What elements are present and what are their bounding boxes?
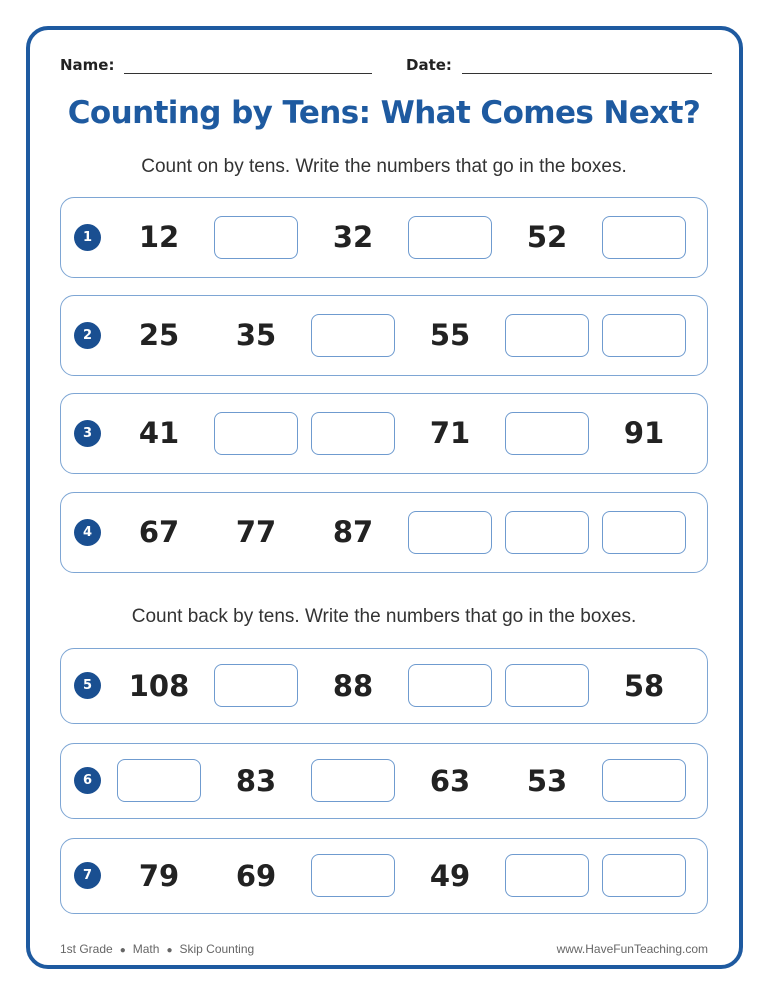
date-field	[406, 50, 712, 74]
given-number: 91	[623, 416, 665, 450]
sequence-cell	[408, 412, 492, 455]
sequence-cell	[214, 314, 298, 357]
sequence-cell	[311, 854, 395, 897]
sequence-cell	[505, 511, 589, 554]
problem-number-badge: 5	[74, 672, 101, 699]
bullet-icon: ●	[119, 945, 126, 956]
sequence-cell	[214, 759, 298, 802]
sequence-cell	[117, 216, 201, 259]
sequence-cell	[117, 759, 201, 802]
problem-number-badge: 7	[74, 862, 101, 889]
given-number: 71	[429, 416, 471, 450]
given-number: 77	[235, 515, 277, 549]
sequence-cell	[505, 314, 589, 357]
problem-row	[60, 393, 708, 474]
given-number: 79	[138, 858, 180, 893]
given-number: 52	[526, 220, 568, 254]
problem-row	[60, 838, 708, 914]
sequence-cell	[408, 854, 492, 897]
footer-tag-grade: 1st Grade	[60, 942, 113, 956]
given-number: 67	[138, 515, 180, 549]
sequence-cell	[505, 664, 589, 707]
answer-box[interactable]	[214, 216, 298, 259]
sequence-cell	[311, 664, 395, 707]
sequence-cell	[602, 759, 686, 802]
sequence-cell	[408, 216, 492, 259]
problem-number-badge: 4	[74, 519, 101, 546]
name-field	[60, 50, 372, 74]
sequence-cell	[408, 664, 492, 707]
given-number: 49	[429, 858, 471, 893]
sequence-cell	[117, 412, 201, 455]
given-number: 12	[138, 220, 180, 254]
problem-row	[60, 295, 708, 376]
footer-website: www.HaveFunTeaching.com	[556, 942, 708, 956]
given-number: 58	[623, 668, 665, 703]
given-number: 83	[235, 763, 277, 798]
date-write-line[interactable]	[462, 56, 712, 74]
problem-row	[60, 197, 708, 278]
name-write-line[interactable]	[124, 56, 372, 74]
sequence-cell	[602, 511, 686, 554]
answer-box[interactable]	[505, 854, 589, 897]
given-number: 87	[332, 515, 374, 549]
sequence-cell	[214, 854, 298, 897]
sequence-cell	[311, 216, 395, 259]
answer-box[interactable]	[602, 854, 686, 897]
answer-box[interactable]	[602, 511, 686, 554]
given-number: 25	[138, 318, 180, 352]
sequence-cell	[602, 314, 686, 357]
answer-box[interactable]	[505, 412, 589, 455]
bullet-icon: ●	[166, 945, 173, 956]
name-label: Name:	[60, 56, 115, 74]
problem-row	[60, 492, 708, 573]
sequence-cell	[214, 511, 298, 554]
footer-tags	[60, 942, 254, 956]
sequence-cell	[602, 412, 686, 455]
instruction-count-back: Count back by tens. Write the numbers that go in the boxes.	[131, 606, 637, 627]
problem-number-badge: 2	[74, 322, 101, 349]
sequence-cell	[117, 511, 201, 554]
answer-box[interactable]	[311, 854, 395, 897]
sequence-cell	[214, 412, 298, 455]
sequence-cell	[408, 511, 492, 554]
sequence-cell	[408, 759, 492, 802]
answer-box[interactable]	[311, 759, 395, 802]
answer-box[interactable]	[214, 664, 298, 707]
answer-box[interactable]	[408, 216, 492, 259]
answer-box[interactable]	[602, 314, 686, 357]
sequence-cell	[311, 511, 395, 554]
sequence-cell	[505, 759, 589, 802]
answer-box[interactable]	[602, 216, 686, 259]
sequence-cell	[214, 664, 298, 707]
given-number: 108	[128, 668, 190, 703]
sequence-cell	[311, 314, 395, 357]
sequence-cell	[117, 664, 201, 707]
given-number: 63	[429, 763, 471, 798]
answer-box[interactable]	[505, 314, 589, 357]
sequence-cell	[505, 412, 589, 455]
answer-box[interactable]	[408, 664, 492, 707]
answer-box[interactable]	[214, 412, 298, 455]
problem-number-badge: 6	[74, 767, 101, 794]
sequence-cell	[602, 664, 686, 707]
answer-box[interactable]	[505, 664, 589, 707]
given-number: 35	[235, 318, 277, 352]
answer-box[interactable]	[408, 511, 492, 554]
sequence-cell	[602, 854, 686, 897]
given-number: 32	[332, 220, 374, 254]
problem-number-badge: 1	[74, 224, 101, 251]
answer-box[interactable]	[505, 511, 589, 554]
sequence-cell	[311, 412, 395, 455]
sequence-cell	[117, 314, 201, 357]
footer-tag-subject: Math	[132, 942, 160, 956]
sequence-cell	[602, 216, 686, 259]
given-number: 55	[429, 318, 471, 352]
sequence-cell	[408, 314, 492, 357]
answer-box[interactable]	[311, 412, 395, 455]
answer-box[interactable]	[311, 314, 395, 357]
given-number: 88	[332, 668, 374, 703]
given-number: 69	[235, 858, 277, 893]
worksheet-title: Counting by Tens: What Comes Next?	[67, 95, 701, 131]
given-number: 41	[138, 416, 180, 450]
answer-box[interactable]	[117, 759, 201, 802]
given-number: 53	[526, 763, 568, 798]
footer-tag-topic: Skip Counting	[179, 942, 255, 956]
date-label: Date:	[406, 56, 452, 74]
sequence-cell	[505, 854, 589, 897]
answer-box[interactable]	[602, 759, 686, 802]
problem-row	[60, 648, 708, 724]
sequence-cell	[117, 854, 201, 897]
sequence-cell	[311, 759, 395, 802]
sequence-cell	[214, 216, 298, 259]
instruction-count-on: Count on by tens. Write the numbers that go in the boxes.	[141, 156, 627, 177]
problem-number-badge: 3	[74, 420, 101, 447]
problem-row	[60, 743, 708, 819]
sequence-cell	[505, 216, 589, 259]
